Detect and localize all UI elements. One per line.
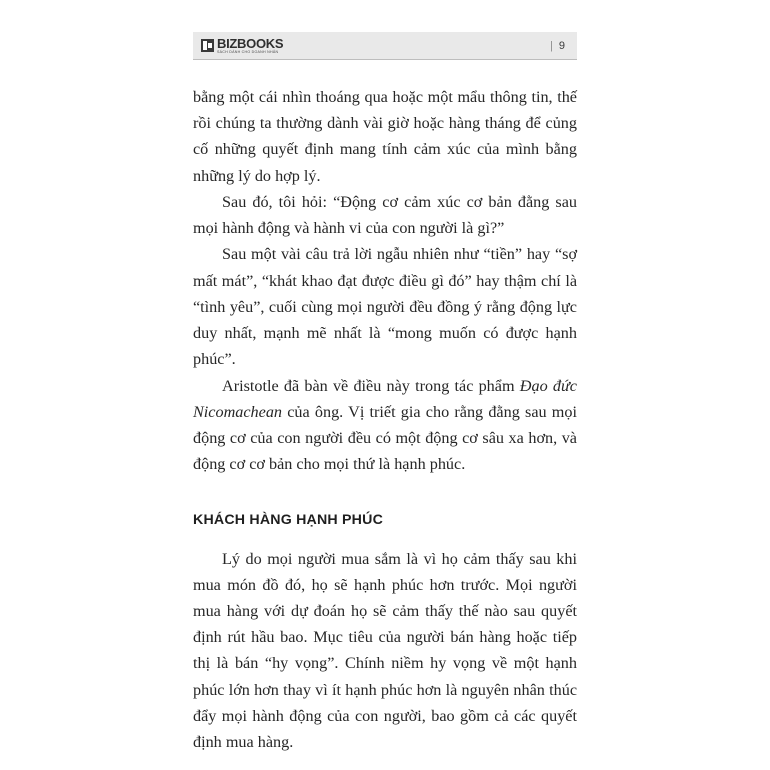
page-content [193,32,577,755]
header-page-indicator [550,40,569,52]
logo-tagline: SÁCH DÀNH CHO DOANH NHÂN [217,49,279,54]
separator-glyph: | [550,39,553,52]
section-heading: KHÁCH HÀNG HẠNH PHÚC [193,511,384,528]
aristotle-text-after: của ông. Vị triết gia cho rằng đằng sau mọi động cơ của con người đều có một động cơ sâu xa hơn, và động cơ cơ bản cho mọi thứ là hạnh phúc. [193,402,577,474]
book-title-italic: Đạo đức Nicomachean [193,376,577,421]
paragraph-aristotle [193,373,577,478]
paragraph: Sau đó, tôi hỏi: “Động cơ cảm xúc cơ bản đằng sau mọi hành động và hành vi của con người là gì?” [193,192,577,238]
logo-text-block [217,37,283,55]
paragraph: bằng một cái nhìn thoáng qua hoặc một mẩu thông tin, thế rồi chúng ta thường dành vài giờ hoặc hàng tháng để củng cố những quyết định mang tính cảm xúc của mình bằng những lý do hợp lý. [193,88,577,185]
paragraph: Sau một vài câu trả lời ngẫu nhiên như “tiền” hay “sợ mất mát”, “khát khao đạt được điều gì đó” hay thậm chí là “tình yêu”, cuối cùng mọi người đều đồng ý rằng động lực duy nhất, mạnh mẽ nhất là “mong muốn có được hạnh phúc”. [193,245,577,369]
book-logo-icon [201,39,214,52]
page-number: 9 [558,39,565,52]
page-header [193,32,577,60]
aristotle-text-before: Aristotle đã bàn về điều này trong tác phẩm [222,376,520,395]
page-body [193,84,577,755]
bizbooks-logo [201,37,283,55]
paragraph: Lý do mọi người mua sắm là vì họ cảm thấy sau khi mua món đồ đó, họ sẽ hạnh phúc hơn trước. Mọi người mua hàng với dự đoán họ sẽ cảm thấy thế nào sau quyết định rút hầu bao. Mục tiêu của người bán hàng hoặc tiếp thị là bán “hy vọng”. Chính niềm hy vọng về một hạnh phúc lớn hơn thay vì ít hạnh phúc hơn là nguyên nhân thúc đẩy mọi hành động của con người, bao gồm cả các quyết định mua hàng. [193,549,577,752]
logo-name: BIZBOOKS [217,35,284,51]
